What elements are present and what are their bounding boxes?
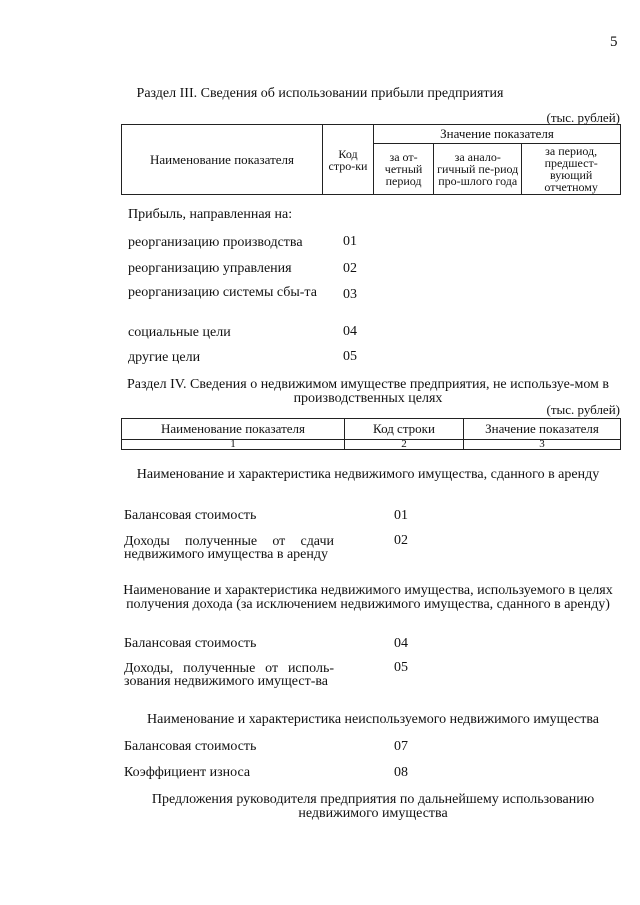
- section4-unit: (тыс. рублей): [546, 402, 620, 417]
- header-code-cell: Код строки: [345, 419, 464, 440]
- group3-row-label: Коэффициент износа: [124, 765, 251, 780]
- column-number: 3: [464, 440, 621, 450]
- group1-row-code: 02: [394, 533, 408, 548]
- group1-row-label: Балансовая стоимость: [124, 508, 257, 523]
- group2-title: Наименование и характеристика недвижимого имущества, используемого в целях получения дохода (за исключением недвижимого имущества, сданного в аренду): [123, 583, 613, 612]
- header-col-same: за анало-гичный пе-риод про-шлого года: [434, 144, 522, 195]
- section4-title: Раздел IV. Сведения о недвижимом имуществе предприятия, не используе-мом в производственных целях: [126, 377, 610, 406]
- section3-row-label: реорганизацию системы сбы-та: [128, 285, 317, 300]
- header-code-cell: Код стро-ки: [323, 125, 374, 195]
- proposals-title: Предложения руководителя предприятия по дальнейшему использованию недвижимого имущества: [151, 792, 595, 821]
- section3-row-code: 02: [343, 261, 357, 276]
- group3-row-label: Балансовая стоимость: [124, 739, 257, 754]
- group1-title: Наименование и характеристика недвижимого имущества, сданного в аренду: [136, 467, 600, 482]
- group1-row-label: Доходы полученные от сдачи недвижимого имущества в аренду: [124, 534, 334, 562]
- section3-unit: (тыс. рублей): [546, 110, 620, 125]
- section4-header-table: [121, 418, 621, 450]
- group3-row-code: 07: [394, 739, 408, 754]
- section3-row-code: 04: [343, 324, 357, 339]
- header-name-cell: Наименование показателя: [122, 125, 323, 195]
- section3-row-code: 01: [343, 234, 357, 249]
- section3-header-table: [121, 124, 621, 195]
- group2-row-label: Доходы, полученные от исполь-зования недвижимого имущест-ва: [124, 661, 334, 689]
- section3-row-label: реорганизацию управления: [128, 261, 292, 276]
- header-value-cell: Значение показателя: [464, 419, 621, 440]
- header-col-report: за от-четный период: [374, 144, 434, 195]
- header-name-cell: Наименование показателя: [122, 419, 345, 440]
- section3-row-label: реорганизацию производства: [128, 235, 303, 250]
- section3-intro: Прибыль, направленная на:: [128, 207, 293, 222]
- group2-row-code: 05: [394, 660, 408, 675]
- group3-row-code: 08: [394, 765, 408, 780]
- page-number: 5: [610, 34, 618, 50]
- header-col-prev: за период, предшест-вующий отчетному: [522, 144, 621, 195]
- group2-row-label: Балансовая стоимость: [124, 636, 257, 651]
- group1-row-code: 01: [394, 508, 408, 523]
- header-value-cell: Значение показателя: [374, 125, 621, 144]
- column-number: 1: [122, 440, 345, 450]
- group2-row-code: 04: [394, 636, 408, 651]
- section3-row-code: 03: [343, 287, 357, 302]
- section3-row-label: социальные цели: [128, 325, 231, 340]
- section3-row-label: другие цели: [128, 350, 201, 365]
- section3-title: Раздел III. Сведения об использовании прибыли предприятия: [136, 86, 504, 101]
- group3-title: Наименование и характеристика неиспользуемого недвижимого имущества: [147, 712, 599, 727]
- column-number: 2: [345, 440, 464, 450]
- section3-row-code: 05: [343, 349, 357, 364]
